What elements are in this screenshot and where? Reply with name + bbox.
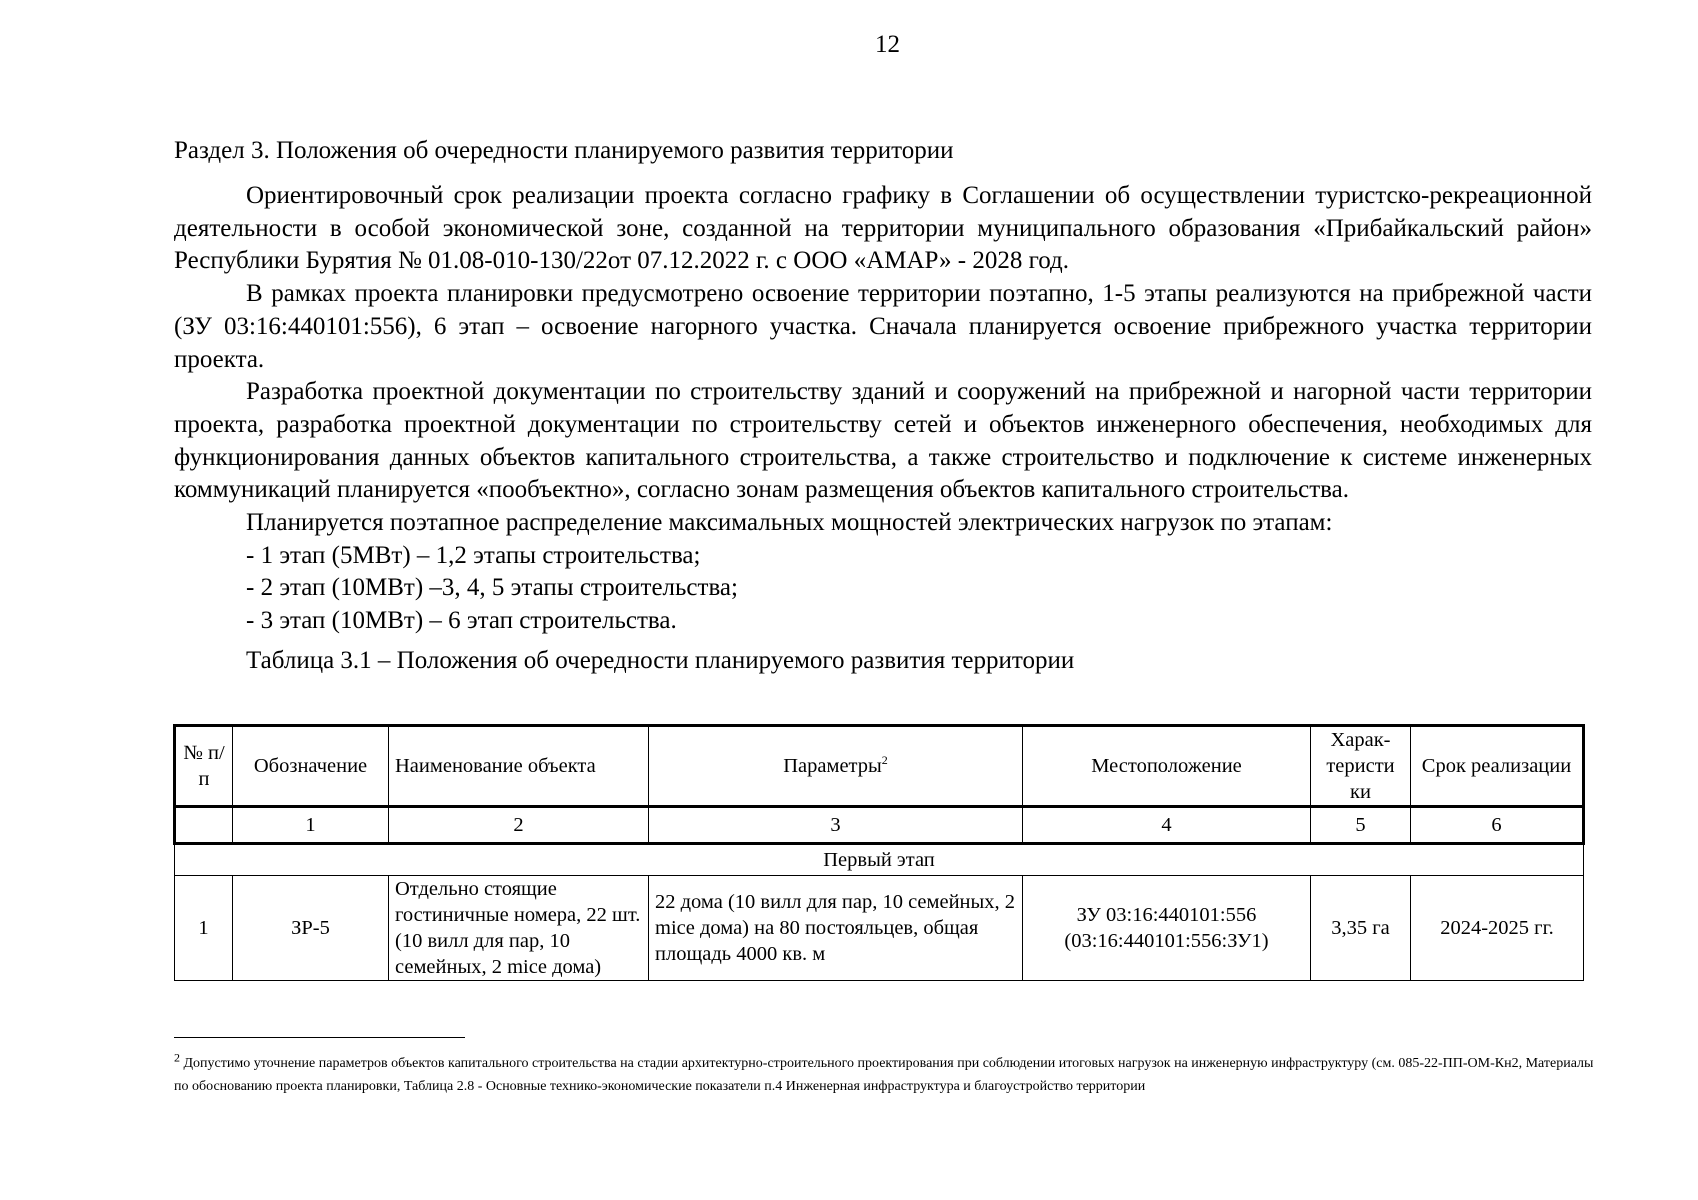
footnote-separator [174, 1037, 465, 1038]
list-item: - 1 этап (5МВт) – 1,2 этапы строительства; [246, 541, 701, 569]
header-num: № п/п [175, 726, 233, 807]
cell-location [1023, 876, 1311, 981]
paragraph: Ориентировочный срок реализации проекта согласно графику в Соглашении об осуществлении туристско-рекреационной деятельности в особой экономической зоне, созданной на территории муниципального образования «Прибайкальский район» Республики Бурятия № 01.08-010-130/22от 07.12.2022 г. с ООО «АМАР» - 2028 год. [174, 182, 1592, 275]
header-params [649, 726, 1023, 807]
table-header-row [175, 726, 1584, 807]
column-number: 4 [1023, 807, 1311, 844]
header-params-label: Параметры [783, 755, 882, 777]
list-item: - 2 этап (10МВт) –3, 4, 5 этапы строительства; [246, 574, 738, 602]
cell-name: Отдельно стоящие гостиничные номера, 22 шт. (10 вилл для пар, 10 семейных, 2 mice дома) [389, 876, 649, 981]
cell-term: 2024-2025 гг. [1411, 876, 1584, 981]
stages-table [173, 724, 1585, 981]
column-number: 5 [1311, 807, 1411, 844]
footnote-ref: 2 [881, 753, 888, 768]
header-characteristics: Харак-теристи ки [1311, 726, 1411, 807]
column-number: 6 [1411, 807, 1584, 844]
column-number: 2 [389, 807, 649, 844]
stage-row [175, 844, 1584, 876]
column-number-row [175, 807, 1584, 844]
header-designation: Обозначение [233, 726, 389, 807]
paragraph: Разработка проектной документации по строительству зданий и сооружений на прибрежной и нагорной части территории проекта, разработка проектной документации по строительству сетей и объектов инженерного обеспечения, необходимых для функционирования данных объектов капитального строительства, а также строительство и подключение к системе инженерных коммуникаций планируется «пообъектно», согласно зонам размещения объектов капитального строительства. [174, 378, 1592, 504]
footnote [174, 1052, 1594, 1098]
table-caption: Таблица 3.1 – Положения об очередности планируемого развития территории [246, 646, 1075, 674]
location-line: ЗУ 03:16:440101:556 [1076, 904, 1257, 926]
stage-label: Первый этап [175, 844, 1584, 876]
header-name: Наименование объекта [389, 726, 649, 807]
cell-params: 22 дома (10 вилл для пар, 10 семейных, 2 mice дома) на 80 постояльцев, общая площадь 4000 кв. м [649, 876, 1023, 981]
column-number [175, 807, 233, 844]
page-number: 12 [875, 31, 900, 58]
paragraph: Планируется поэтапное распределение максимальных мощностей электрических нагрузок по этапам: [246, 509, 1333, 537]
cell-designation: ЗР-5 [233, 876, 389, 981]
header-location: Местоположение [1023, 726, 1311, 807]
location-line: (03:16:440101:556:ЗУ1) [1064, 930, 1269, 952]
footnote-mark: 2 [174, 1050, 180, 1065]
paragraph: В рамках проекта планировки предусмотрено освоение территории поэтапно, 1-5 этапы реализуются на прибрежной части (ЗУ 03:16:440101:556), 6 этап – освоение нагорного участка. Сначала планируется освоение прибрежного участка территории проекта. [174, 280, 1592, 373]
list-item: - 3 этап (10МВт) – 6 этап строительства. [246, 607, 677, 635]
body-text [174, 180, 1592, 676]
cell-characteristics: 3,35 га [1311, 876, 1411, 981]
section-title: Раздел 3. Положения об очередности планируемого развития территории [174, 137, 954, 164]
header-term: Срок реализации [1411, 726, 1584, 807]
table-row [175, 876, 1584, 981]
footnote-text: Допустимо уточнение параметров объектов капитального строительства на стадии архитектурно-строительного проектирования при соблюдении итоговых нагрузок на инженерную инфраструктуру (см. 085-22-ПП-ОМ-Кн2, Материалы по обоснованию проекта планировки, Таблица 2.8 - Основные технико-экономические показатели п.4 Инженерная инфраструктура и благоустройство территории [174, 1056, 1594, 1094]
column-number: 3 [649, 807, 1023, 844]
column-number: 1 [233, 807, 389, 844]
cell-num: 1 [175, 876, 233, 981]
